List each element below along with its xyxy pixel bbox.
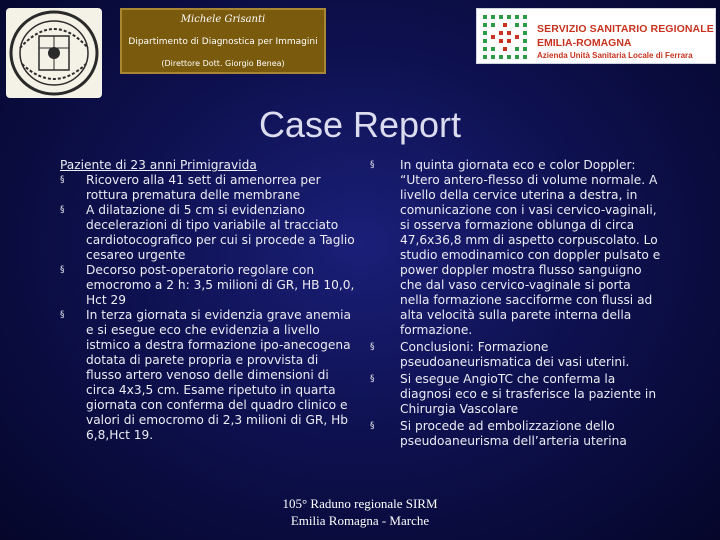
ssr-line3: Azienda Unità Sanitaria Locale di Ferrara [537,51,693,60]
ssr-line2: EMILIA-ROMAGNA [537,37,632,49]
list-item-text: Decorso post-operatorio regolare con emocromo a 2 h: 3,5 milioni di GR, HB 10,0, Hct 29 [86,263,355,307]
list-item [60,308,356,443]
ssr-line1: SERVIZIO SANITARIO REGIONALE [537,23,714,35]
university-seal-logo [6,8,102,98]
seal-emblem [6,8,102,98]
patient-intro: Paziente di 23 anni Primigravida [60,158,257,172]
list-item-text: Si esegue AngioTC che conferma la diagnosi eco e si trasferisce la paziente in Chirurgia Vascolare [400,372,657,416]
bullet-icon: § [60,310,65,320]
bullet-icon: § [370,421,375,431]
list-item-text: Si procede ad embolizzazione dello pseudoaneurisma dell’arteria uterina [400,419,627,448]
list-item-text: Conclusioni: Formazione pseudoaneurismatica dei vasi uterini. [400,340,630,369]
ssr-logo [476,8,716,64]
bullet-icon: § [370,374,375,384]
list-item [60,173,356,203]
list-item-text: In terza giornata si evidenzia grave anemia e si esegue eco che evidenzia a livello istmico a destra formazione ipo-anecogena dotata di parete propria e provvista di flusso artero venoso delle dimensioni di circa 4x3,5 cm. Esame ripetuto in quarta giornata con conferma del quadro clinico e valori di emocromo di 2,3 milioni di GR, Hb 6,8,Hct 19. [86,308,351,442]
bullet-icon: § [60,175,65,185]
left-bullet-list [60,173,356,443]
footer-line1: 105° Raduno regionale SIRM [282,496,438,511]
bullet-icon: § [370,342,375,352]
list-item [370,340,662,370]
list-item-text: Ricovero alla 41 sett di amenorrea per rottura prematura delle membrane [86,173,321,202]
bullet-icon: § [370,160,375,170]
list-item [370,372,662,417]
list-item-text: A dilatazione di 5 cm si evidenziano decelerazioni di tipo variabile al tracciato cardiotocografico per cui si procede a Taglio cesareo urgente [86,203,355,262]
left-column [60,158,356,443]
director-name: (Direttore Dott. Giorgio Benea) [161,59,285,68]
department-header-box [120,8,326,74]
list-item-text: In quinta giornata eco e color Doppler: “Utero antero-flesso di volume normale. A livello della cervice uterina a destra, in comunicazione con i vasi cervico-vaginali, si osserva formazione oblunga di circa 47,6x36,8 mm di aspetto corpuscolato. Lo studio emodinamico con doppler pulsato e power doppler mostra flusso sanguigno che dal vaso cervico-vaginale si porta nella formazione sacciforme con flussi ad alta velocità sulla parete interna della formazione. [400,158,661,337]
bullet-icon: § [60,265,65,275]
slide-title: Case Report [258,104,462,145]
right-column [370,158,662,449]
footer [0,495,720,529]
footer-line2: Emilia Romagna - Marche [290,513,430,528]
bullet-icon: § [60,205,65,215]
list-item [370,158,662,338]
list-item [370,419,662,449]
list-item [60,203,356,263]
department-name: Dipartimento di Diagnostica per Immagini [128,37,318,47]
right-bullet-list [370,158,662,449]
author-name: Michele Grisanti [180,14,266,25]
ssr-grid-icon [483,15,527,59]
list-item [60,263,356,308]
